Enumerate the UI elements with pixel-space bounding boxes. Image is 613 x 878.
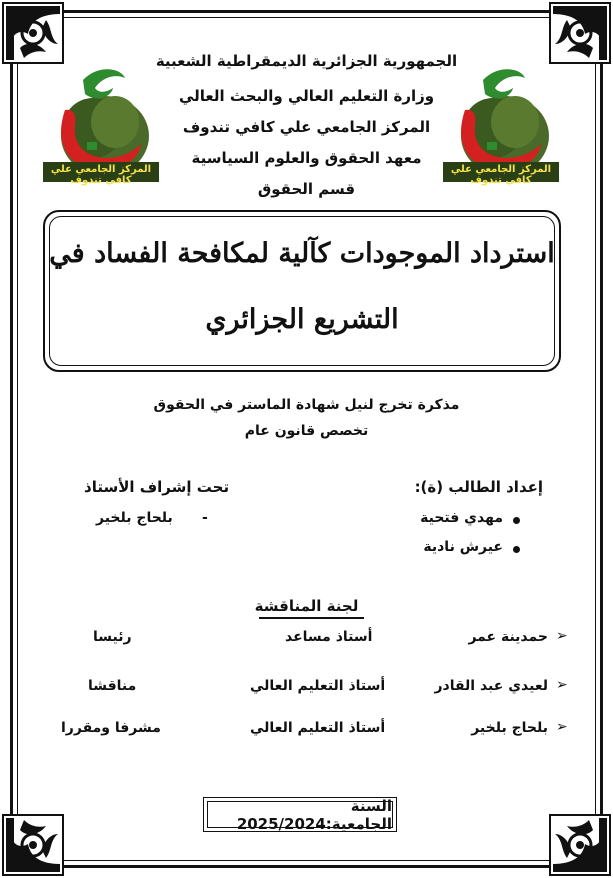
logo-caption: المركز الجامعي علي كافي تندوف (450, 164, 552, 186)
specialty-line: تخصص قانون عام (244, 423, 369, 439)
committee-heading-underline (259, 617, 364, 619)
bullet-icon (513, 517, 520, 524)
committee-heading: لجنة المناقشة (254, 597, 359, 615)
corner-ornament-bottom-left (0, 812, 66, 878)
supervisor-name: بلحاج بلخير (96, 510, 173, 526)
frame-right-line (600, 60, 603, 818)
frame-bottom-line-inner (60, 860, 553, 861)
member-rank: أستاذ مساعد (285, 629, 373, 645)
academic-year: السنة الجامعية:2025/2024 (207, 801, 393, 828)
student-name: عيرش نادية (423, 539, 503, 555)
member-role: مناقشا (88, 678, 137, 694)
thesis-title-line1: استرداد الموجودات كآلية لمكافحة الفساد في (49, 238, 555, 269)
member-role: رئيسا (93, 629, 132, 645)
frame-top-line (60, 10, 553, 13)
academic-year-box (203, 797, 397, 832)
frame-top-line-inner (60, 17, 553, 18)
logo-caption: المركز الجامعي علي كافي تندوف (50, 164, 152, 186)
header-institute: معهد الحقوق والعلوم السياسية (191, 149, 422, 167)
frame-left-line (10, 60, 13, 818)
student-name: مهدي فتحية (420, 510, 503, 526)
header-department: قسم الحقوق (257, 180, 356, 198)
header-republic: الجمهورية الجزائرية الديمقراطية الشعبية (155, 52, 458, 70)
bullet-icon (513, 546, 520, 553)
member-name: حمدينة عمر (468, 629, 548, 645)
frame-right-line-inner (595, 60, 596, 818)
check-arrow-icon: ➢ (556, 719, 568, 735)
member-role: مشرفا ومقررا (61, 720, 161, 736)
frame-left-line-inner (17, 60, 18, 818)
students-label: إعداد الطالب (ة): (414, 478, 543, 496)
frame-bottom-line (60, 865, 553, 868)
degree-line: مذكرة تخرج لنيل شهادة الماستر في الحقوق (153, 397, 460, 413)
title-box (43, 210, 561, 372)
corner-ornament-bottom-right (547, 812, 613, 878)
supervisor-label: تحت إشراف الأستاذ (84, 478, 230, 496)
check-arrow-icon: ➢ (556, 677, 568, 693)
member-rank: أستاذ التعليم العالي (250, 720, 386, 736)
member-name: بلحاج بلخير (471, 720, 548, 736)
header-ministry: وزارة التعليم العالي والبحث العالي (178, 87, 435, 105)
header-university: المركز الجامعي علي كافي تندوف (182, 118, 431, 136)
member-rank: أستاذ التعليم العالي (250, 678, 386, 694)
supervisor-dash: - (202, 510, 208, 526)
member-name: لعيدي عبد القادر (434, 678, 548, 694)
thesis-title-line2: التشريع الجزائري (205, 304, 399, 335)
check-arrow-icon: ➢ (556, 628, 568, 644)
